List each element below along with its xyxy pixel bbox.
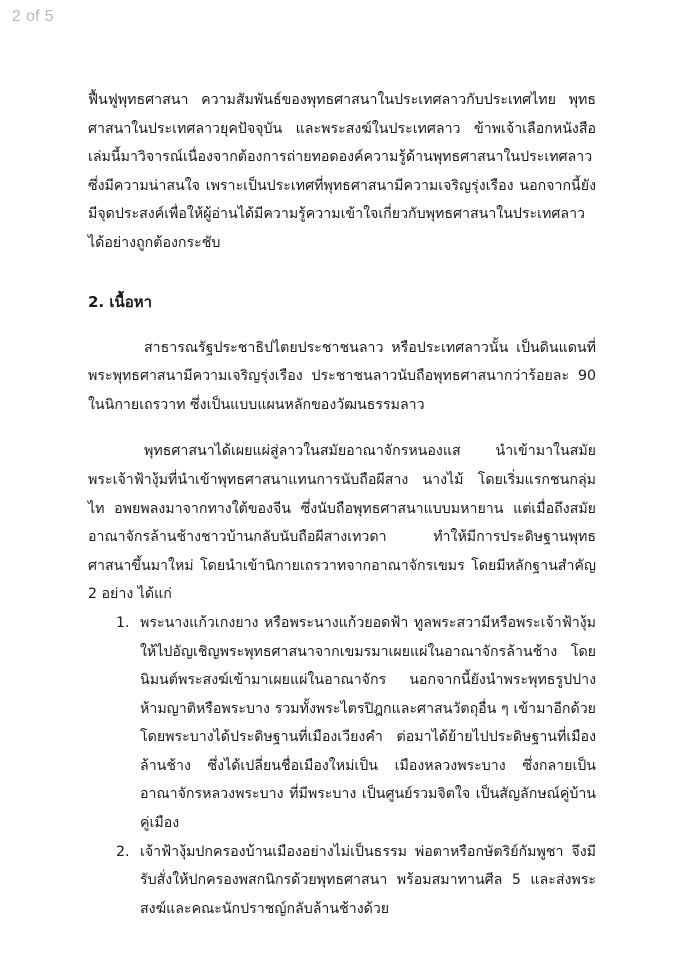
- document-body: [88, 86, 596, 923]
- content-paragraph-2: พุทธศาสนาได้เผยแผ่สู่ลาวในสมัยอาณาจักรหนองแส นำเข้ามาในสมัยพระเจ้าฟ้างุ้มที่นำเข้าพุทธศาสนาแทนการนับถือผีสาง นางไม้ โดยเริ่มแรกชนกลุ่ม ไท อพยพลงมาจากทางใต้ของจีน ซึ่งนับถือพุทธศาสนาแบบมหายาน แต่เมื่อถึงสมัยอาณาจักรล้านช้างชาวบ้านกลับนับถือผีสางเทวดา ทำให้มีการประดิษฐานพุทธศาสนาขึ้นมาใหม่ โดยนำเข้านิกายเถรวาทจากอาณาจักรเขมร โดยมีหลักฐานสำคัญ 2 อย่าง ได้แก่: [88, 443, 596, 603]
- list-item: [88, 838, 596, 924]
- intro-continuation-paragraph: ฟื้นฟูพุทธศาสนา ความสัมพันธ์ของพุทธศาสนาในประเทศลาวกับประเทศไทย พุทธศาสนาในประเทศลาวยุคปัจจุบัน และพระสงฆ์ในประเทศลาว ข้าพเจ้าเลือกหนังสือเล่มนี้มาวิจารณ์เนื่องจากต้องการถ่ายทอดองค์ความรู้ด้านพุทธศาสนาในประเทศลาว ซึ่งมีความน่าสนใจ เพราะเป็นประเทศที่พุทธศาสนามีความเจริญรุ่งเรือง นอกจากนี้ยังมีจุดประสงค์เพื่อให้ผู้อ่านได้มีความรู้ความเข้าใจเกี่ยวกับพุทธศาสนาในประเทศลาวได้อย่างถูกต้องกระชับ: [88, 92, 596, 251]
- list-item-number: 1.: [116, 614, 130, 631]
- list-item-text: เจ้าฟ้างุ้มปกครองบ้านเมืองอย่างไม่เป็นธรรม พ่อตาหรือกษัตริย์กัมพูชา จึงมีรับสั่งให้ปกครองพสกนิกรด้วยพุทธศาสนา พร้อมสมาทานศีล 5 และส่งพระสงฆ์และคณะนักปราชญ์กลับล้านช้างด้วย: [140, 843, 596, 917]
- list-item: [88, 609, 596, 838]
- content-paragraph-1: สาธารณรัฐประชาธิปไตยประชาชนลาว หรือประเทศลาวนั้น เป็นดินแดนที่พระพุทธศาสนามีความเจริญรุ่งเรือง ประชาชนลาวนับถือพุทธศาสนากว่าร้อยละ 90 ในนิกายเถรวาท ซึ่งเป็นแบบแผนหลักของวัฒนธรรมลาว: [88, 339, 596, 413]
- paragraph-spacer: [88, 419, 596, 437]
- list-item-number: 2.: [116, 843, 130, 860]
- list-item-text: พระนางแก้วเกงยาง หรือพระนางแก้วยอดฟ้า ทูลพระสวามีหรือพระเจ้าฟ้างุ้ม ให้ไปอัญเชิญพระพุทธศาสนาจากเขมรมาเผยแผ่ในอาณาจักรล้านช้าง โดยนิมนต์พระสงฆ์เข้ามาเผยแผ่ในอาณาจักร นอกจากนี้ยังนำพระพุทธรูปปางห้ามญาติหรือพระบาง รวมทั้งพระไตรปิฎกและศาสนวัตถุอื่น ๆ เข้ามาอีกด้วย โดยพระบางได้ประดิษฐานที่เมืองเวียงคำ ต่อมาได้ย้ายไปประดิษฐานที่เมืองล้านช้าง ซึ่งได้เปลี่ยนชื่อเมืองใหม่เป็น เมืองหลวงพระบาง ซึ่งกลายเป็นอาณาจักรหลวงพระบาง ที่มีพระบาง เป็นศูนย์รวมจิตใจ เป็นสัญลักษณ์คู่บ้านคู่เมือง: [140, 614, 596, 832]
- page-indicator: 2 of 5: [12, 8, 54, 25]
- evidence-list: [88, 609, 596, 924]
- section-heading: 2. เนื้อหา: [88, 292, 153, 311]
